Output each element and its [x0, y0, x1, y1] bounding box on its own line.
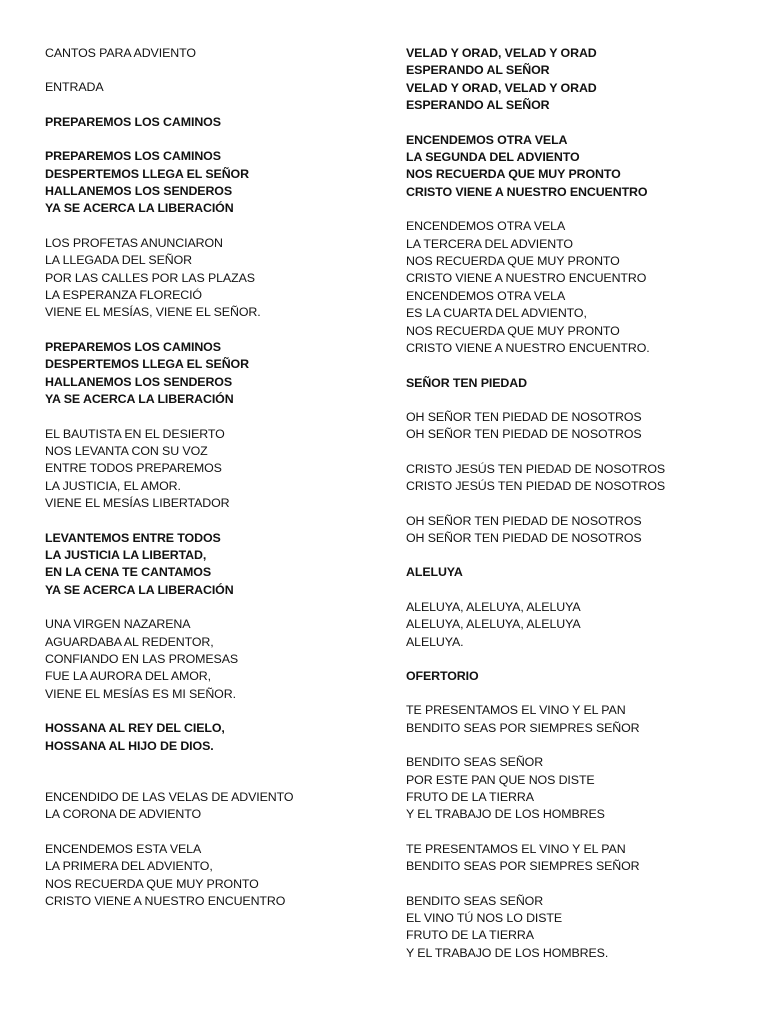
lyric-line: PREPAREMOS LOS CAMINOS [45, 114, 221, 129]
lyric-line: POR ESTE PAN QUE NOS DISTE [406, 772, 595, 787]
lyric-block [406, 513, 761, 548]
lyric-line: EL VINO TÚ NOS LO DISTE [406, 911, 563, 926]
lyric-line: VIENE EL MESÍAS LIBERTADOR [45, 496, 230, 511]
lyric-block [45, 841, 395, 911]
lyric-line: YA SE ACERCA LA LIBERACIÓN [45, 201, 234, 216]
lyric-line: Y EL TRABAJO DE LOS HOMBRES. [406, 945, 609, 960]
lyric-line: ALELUYA, ALELUYA, ALELUYA [406, 617, 581, 632]
lyric-line: HOSSANA AL REY DEL CIELO, [45, 721, 225, 736]
right-column [406, 45, 761, 979]
lyric-block-bold [45, 114, 395, 131]
lyric-line: OH SEÑOR TEN PIEDAD DE NOSOTROS [406, 427, 642, 442]
lyric-line: PREPAREMOS LOS CAMINOS [45, 339, 221, 354]
lyric-line: DESPERTEMOS LLEGA EL SEÑOR [45, 357, 249, 372]
lyric-line: CRISTO VIENE A NUESTRO ENCUENTRO [406, 271, 647, 286]
lyric-block-bold [45, 339, 395, 409]
lyric-line: FRUTO DE LA TIERRA [406, 928, 534, 943]
lyric-line: EN LA CENA TE CANTAMOS [45, 565, 211, 580]
lyric-line: LA SEGUNDA DEL ADVIENTO [406, 150, 580, 165]
lyric-line: OH SEÑOR TEN PIEDAD DE NOSOTROS [406, 530, 642, 545]
lyric-line: UNA VIRGEN NAZARENA [45, 617, 191, 632]
lyric-line: BENDITO SEAS POR SIEMPRES SEÑOR [406, 859, 640, 874]
lyric-line: VIENE EL MESÍAS, VIENE EL SEÑOR. [45, 305, 261, 320]
lyric-line: NOS RECUERDA QUE MUY PRONTO [406, 167, 621, 182]
lyric-line: ENCENDEMOS OTRA VELA [406, 219, 566, 234]
lyric-line: ES LA CUARTA DEL ADVIENTO, [406, 306, 587, 321]
lyric-line: LA PRIMERA DEL ADVIENTO, [45, 859, 213, 874]
lyric-line: LA TERCERA DEL ADVIENTO [406, 236, 573, 251]
lyric-line: TE PRESENTAMOS EL VINO Y EL PAN [406, 841, 626, 856]
lyric-line: ESPERANDO AL SEÑOR [406, 63, 550, 78]
lyric-block-bold [406, 45, 761, 115]
lyric-line: CRISTO JESÚS TEN PIEDAD DE NOSOTROS [406, 461, 666, 476]
lyric-line: ALELUYA. [406, 634, 464, 649]
lyric-line: CRISTO VIENE A NUESTRO ENCUENTRO [406, 184, 648, 199]
lyric-line: LA CORONA DE ADVIENTO [45, 807, 202, 822]
lyric-line: YA SE ACERCA LA LIBERACIÓN [45, 582, 234, 597]
lyric-block-bold [45, 720, 395, 755]
lyric-line: DESPERTEMOS LLEGA EL SEÑOR [45, 166, 249, 181]
lyric-line: LA LLEGADA DEL SEÑOR [45, 253, 192, 268]
lyric-line: EL BAUTISTA EN EL DESIERTO [45, 426, 225, 441]
lyric-block-bold [406, 668, 761, 685]
lyric-line: CRISTO JESÚS TEN PIEDAD DE NOSOTROS [406, 479, 666, 494]
lyric-line: POR LAS CALLES POR LAS PLAZAS [45, 270, 255, 285]
lyric-line: ESPERANDO AL SEÑOR [406, 98, 550, 113]
lyric-block [45, 235, 395, 322]
lyric-line: CANTOS PARA ADVIENTO [45, 46, 196, 60]
lyric-block [406, 461, 761, 496]
lyric-line: YA SE ACERCA LA LIBERACIÓN [45, 392, 234, 407]
lyric-line: Y EL TRABAJO DE LOS HOMBRES [406, 807, 605, 822]
lyric-line: OH SEÑOR TEN PIEDAD DE NOSOTROS [406, 513, 642, 528]
lyric-line: NOS RECUERDA QUE MUY PRONTO [406, 254, 620, 269]
lyric-line: TE PRESENTAMOS EL VINO Y EL PAN [406, 703, 626, 718]
lyric-block [406, 599, 761, 651]
lyric-line: NOS RECUERDA QUE MUY PRONTO [406, 323, 620, 338]
lyric-line: BENDITO SEAS SEÑOR [406, 893, 544, 908]
lyric-line: ENCENDIDO DE LAS VELAS DE ADVIENTO [45, 790, 294, 804]
lyric-line: BENDITO SEAS SEÑOR [406, 755, 544, 770]
lyric-line: LA JUSTICIA, EL AMOR. [45, 478, 181, 493]
lyric-block-bold [406, 564, 761, 581]
lyric-block [406, 702, 761, 737]
lyric-block [45, 45, 395, 62]
lyric-line: VIENE EL MESÍAS ES MI SEÑOR. [45, 686, 236, 701]
lyric-block [45, 426, 395, 513]
lyric-block [406, 409, 761, 444]
lyric-line: CRISTO VIENE A NUESTRO ENCUENTRO [45, 894, 286, 909]
lyric-line: VELAD Y ORAD, VELAD Y ORAD [406, 80, 597, 95]
lyric-block [406, 893, 761, 963]
lyric-line: OFERTORIO [406, 668, 479, 683]
lyric-block [406, 841, 761, 876]
lyric-line: NOS RECUERDA QUE MUY PRONTO [45, 876, 259, 891]
lyric-line: ALELUYA [406, 565, 463, 580]
lyric-line: CRISTO VIENE A NUESTRO ENCUENTRO. [406, 341, 650, 356]
lyric-line: LOS PROFETAS ANUNCIARON [45, 235, 223, 250]
lyric-line: ENTRE TODOS PREPAREMOS [45, 461, 222, 476]
lyric-line: HALLANEMOS LOS SENDEROS [45, 184, 233, 199]
lyric-line: FRUTO DE LA TIERRA [406, 790, 534, 804]
lyric-block [45, 616, 395, 703]
lyric-line: LEVANTEMOS ENTRE TODOS [45, 530, 221, 545]
left-column [45, 45, 395, 927]
lyric-block [406, 218, 761, 357]
lyric-block [406, 754, 761, 824]
lyric-line: ENCENDEMOS OTRA VELA [406, 132, 568, 147]
lyric-line: BENDITO SEAS POR SIEMPRES SEÑOR [406, 720, 640, 735]
lyric-block-bold [406, 132, 761, 202]
lyric-line: FUE LA AURORA DEL AMOR, [45, 669, 211, 684]
lyric-line: ENTRADA [45, 80, 104, 95]
lyric-line: AGUARDABA AL REDENTOR, [45, 634, 214, 649]
lyric-block-bold [45, 148, 395, 218]
lyric-block-bold [45, 530, 395, 600]
lyric-line: LA JUSTICIA LA LIBERTAD, [45, 547, 207, 562]
lyric-line: HOSSANA AL HIJO DE DIOS. [45, 738, 214, 753]
lyric-line: ENCENDEMOS OTRA VELA [406, 288, 566, 303]
lyric-line: PREPAREMOS LOS CAMINOS [45, 149, 221, 164]
lyric-line: OH SEÑOR TEN PIEDAD DE NOSOTROS [406, 409, 642, 424]
lyric-line: ALELUYA, ALELUYA, ALELUYA [406, 599, 581, 614]
lyric-block [45, 789, 395, 824]
lyric-line: CONFIANDO EN LAS PROMESAS [45, 651, 239, 666]
lyric-block [45, 79, 395, 96]
lyric-line: HALLANEMOS LOS SENDEROS [45, 374, 233, 389]
lyric-line: LA ESPERANZA FLORECIÓ [45, 288, 202, 303]
lyric-line: ENCENDEMOS ESTA VELA [45, 841, 202, 856]
lyric-line: SEÑOR TEN PIEDAD [406, 375, 527, 390]
lyric-line: NOS LEVANTA CON SU VOZ [45, 443, 208, 458]
lyric-block-bold [406, 375, 761, 392]
lyric-line: VELAD Y ORAD, VELAD Y ORAD [406, 46, 597, 60]
